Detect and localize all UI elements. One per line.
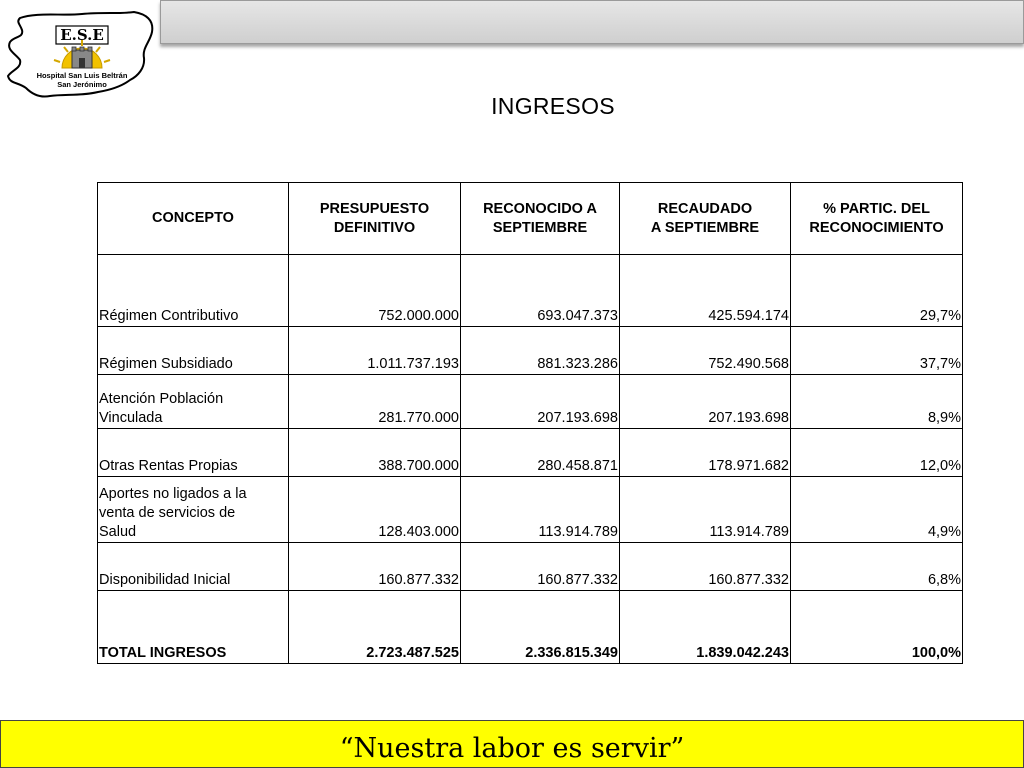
footer-slogan: “Nuestra labor es servir” — [339, 733, 685, 764]
header-partic: % PARTIC. DEL RECONOCIMIENTO — [791, 183, 963, 255]
table-row — [98, 429, 963, 477]
hospital-logo-graphic — [2, 10, 158, 100]
table-row — [98, 477, 963, 543]
cell-concepto: Régimen Contributivo — [98, 255, 289, 327]
cell-recaudado: 113.914.789 — [620, 477, 791, 543]
cell-total-reconocido: 2.336.815.349 — [461, 591, 620, 664]
cell-recaudado: 752.490.568 — [620, 327, 791, 375]
table-row — [98, 543, 963, 591]
cell-partic: 8,9% — [791, 375, 963, 429]
page-title: INGRESOS — [491, 93, 615, 119]
hospital-logo — [2, 10, 158, 100]
cell-partic: 12,0% — [791, 429, 963, 477]
table-row — [98, 327, 963, 375]
cell-presupuesto: 1.011.737.193 — [289, 327, 461, 375]
cell-reconocido: 693.047.373 — [461, 255, 620, 327]
cell-reconocido: 160.877.332 — [461, 543, 620, 591]
cell-recaudado: 160.877.332 — [620, 543, 791, 591]
header-presupuesto: PRESUPUESTO DEFINITIVO — [289, 183, 461, 255]
footer-slogan-bar — [0, 720, 1024, 768]
table-header-row — [98, 183, 963, 255]
cell-partic: 37,7% — [791, 327, 963, 375]
cell-partic: 4,9% — [791, 477, 963, 543]
cell-reconocido: 113.914.789 — [461, 477, 620, 543]
cell-total-recaudado: 1.839.042.243 — [620, 591, 791, 664]
cell-presupuesto: 128.403.000 — [289, 477, 461, 543]
cell-total-concepto: TOTAL INGRESOS — [98, 591, 289, 664]
cell-reconocido: 207.193.698 — [461, 375, 620, 429]
cell-total-partic: 100,0% — [791, 591, 963, 664]
cell-presupuesto: 388.700.000 — [289, 429, 461, 477]
logo-location: San Jerónimo — [57, 80, 107, 89]
logo-initials: E.S.E — [60, 26, 104, 44]
cell-concepto: Disponibilidad Inicial — [98, 543, 289, 591]
ingresos-table — [97, 182, 963, 664]
header-reconocido: RECONOCIDO A SEPTIEMBRE — [461, 183, 620, 255]
castle-icon — [72, 47, 92, 68]
cell-reconocido: 280.458.871 — [461, 429, 620, 477]
cell-reconocido: 881.323.286 — [461, 327, 620, 375]
cell-concepto: Atención Población Vinculada — [98, 375, 289, 429]
cell-recaudado: 425.594.174 — [620, 255, 791, 327]
cell-presupuesto: 281.770.000 — [289, 375, 461, 429]
header-recaudado: RECAUDADO A SEPTIEMBRE — [620, 183, 791, 255]
cell-concepto: Otras Rentas Propias — [98, 429, 289, 477]
cell-concepto: Aportes no ligados a la venta de servicios de Salud — [98, 477, 289, 543]
cell-concepto: Régimen Subsidiado — [98, 327, 289, 375]
cell-presupuesto: 752.000.000 — [289, 255, 461, 327]
header-bar — [160, 0, 1024, 44]
cell-presupuesto: 160.877.332 — [289, 543, 461, 591]
table-row — [98, 255, 963, 327]
cell-partic: 6,8% — [791, 543, 963, 591]
cell-recaudado: 207.193.698 — [620, 375, 791, 429]
cell-partic: 29,7% — [791, 255, 963, 327]
table-row — [98, 375, 963, 429]
logo-hospital-name: Hospital San Luis Beltrán — [36, 71, 128, 80]
table-total-row — [98, 591, 963, 664]
cell-total-presupuesto: 2.723.487.525 — [289, 591, 461, 664]
cell-recaudado: 178.971.682 — [620, 429, 791, 477]
header-concepto: CONCEPTO — [98, 183, 289, 255]
